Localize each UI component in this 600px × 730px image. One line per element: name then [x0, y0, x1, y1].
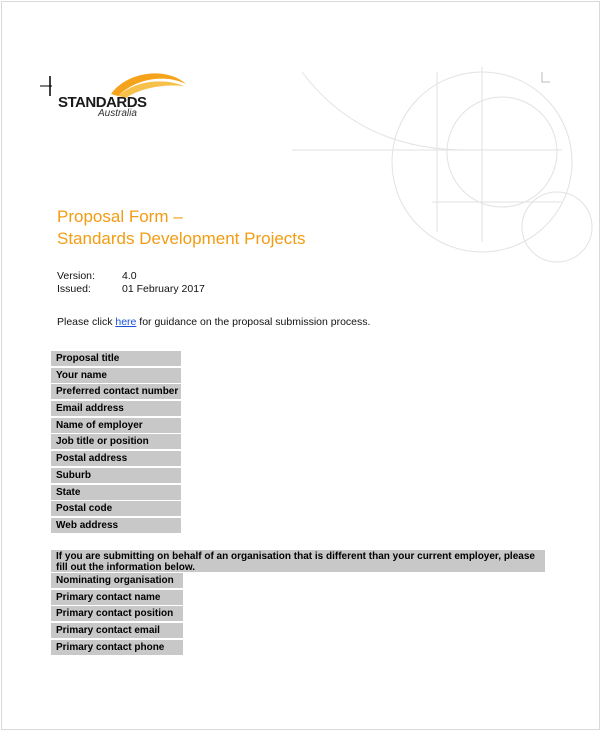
- field-label-contact-number: Preferred contact number: [51, 384, 181, 399]
- field-label-postal-code: Postal code: [51, 501, 181, 516]
- title-line-1: Proposal Form –: [57, 207, 183, 226]
- issued-value: 01 February 2017: [122, 282, 205, 295]
- field-label-state: State: [51, 485, 181, 500]
- version-label: Version:: [57, 270, 95, 282]
- field-label-your-name: Your name: [51, 368, 181, 383]
- guidance-text: [57, 316, 370, 328]
- field-label-web-address: Web address: [51, 518, 181, 533]
- issued-row: [57, 283, 205, 296]
- field-label-suburb: Suburb: [51, 468, 181, 483]
- field-label-job-title: Job title or position: [51, 434, 181, 449]
- document-meta: [57, 270, 205, 295]
- version-value: 4.0: [122, 270, 137, 282]
- organisation-fields-table: [51, 573, 183, 656]
- field-label-email: Email address: [51, 401, 181, 416]
- background-line-art: [2, 2, 599, 302]
- crop-mark-icon: [40, 76, 52, 96]
- field-label-primary-contact-email: Primary contact email: [51, 623, 183, 638]
- issued-label: Issued:: [57, 282, 91, 295]
- title-line-2: Standards Development Projects: [57, 229, 306, 248]
- field-label-primary-contact-phone: Primary contact phone: [51, 640, 183, 655]
- organisation-note: If you are submitting on behalf of an organisation that is different than your current employer, please fill out the information below.: [51, 550, 545, 572]
- logo-brand-text: STANDARDS: [58, 94, 147, 111]
- field-label-primary-contact-position: Primary contact position: [51, 606, 183, 621]
- logo-sub-text: Australia: [98, 108, 137, 119]
- document-page: [1, 1, 600, 730]
- document-title: [57, 206, 306, 250]
- field-label-proposal-title: Proposal title: [51, 351, 181, 366]
- contact-fields-table: [51, 351, 181, 535]
- guidance-link[interactable]: here: [115, 316, 137, 328]
- field-label-employer: Name of employer: [51, 418, 181, 433]
- field-label-nominating-organisation: Nominating organisation: [51, 573, 183, 588]
- version-row: [57, 270, 205, 283]
- field-label-primary-contact-name: Primary contact name: [51, 590, 183, 605]
- guidance-prefix: Please click: [57, 316, 116, 328]
- standards-australia-logo: [56, 68, 196, 120]
- field-label-postal-address: Postal address: [51, 451, 181, 466]
- guidance-suffix: for guidance on the proposal submission process.: [136, 316, 371, 328]
